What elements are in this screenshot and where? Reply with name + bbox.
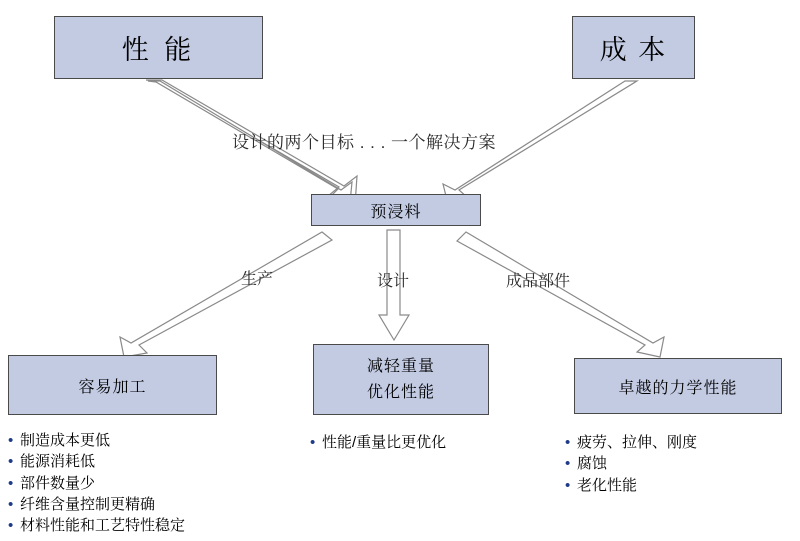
node-weight-line2: 优化性能 bbox=[366, 383, 435, 401]
node-mechanical-performance bbox=[574, 358, 782, 414]
node-easy-processing bbox=[8, 355, 217, 415]
edge-label-production: 生产 bbox=[241, 271, 274, 288]
list-item: • 性能/重量比更优化 bbox=[310, 432, 446, 453]
node-weight-optimization bbox=[313, 344, 489, 415]
node-mechanical-performance-label: 卓越的力学性能 bbox=[618, 379, 738, 397]
list-item: • 疲劳、拉伸、刚度 bbox=[565, 432, 697, 453]
node-prepreg bbox=[311, 194, 481, 226]
edge-label-design: 设计 bbox=[377, 273, 410, 290]
node-performance bbox=[54, 16, 263, 79]
list-item: • 纤维含量控制更精确 bbox=[8, 494, 185, 515]
node-weight-line1: 减轻重量 bbox=[366, 357, 435, 375]
node-performance-label: 性 能 bbox=[121, 35, 196, 65]
node-prepreg-label: 预浸料 bbox=[370, 203, 422, 221]
edge-label-finished-part: 成品部件 bbox=[506, 273, 571, 290]
node-easy-processing-label: 容易加工 bbox=[78, 378, 147, 396]
arrow-prepreg-to-easy bbox=[120, 232, 332, 357]
edge-label-goals: 设计的两个目标 . . . 一个解决方案 bbox=[232, 133, 497, 152]
arrow-prepreg-to-mechanical bbox=[457, 232, 664, 357]
list-item: • 老化性能 bbox=[565, 475, 697, 496]
node-cost-label: 成 本 bbox=[599, 35, 668, 65]
list-item: • 部件数量少 bbox=[8, 473, 185, 494]
node-cost bbox=[572, 16, 695, 79]
list-item: • 制造成本更低 bbox=[8, 430, 185, 451]
bullet-list-right bbox=[565, 432, 697, 496]
bullet-list-middle bbox=[310, 432, 446, 453]
list-item: • 能源消耗低 bbox=[8, 451, 185, 472]
list-item: • 腐蚀 bbox=[565, 453, 697, 474]
bullet-list-left bbox=[8, 430, 185, 536]
list-item: • 材料性能和工艺特性稳定 bbox=[8, 515, 185, 536]
